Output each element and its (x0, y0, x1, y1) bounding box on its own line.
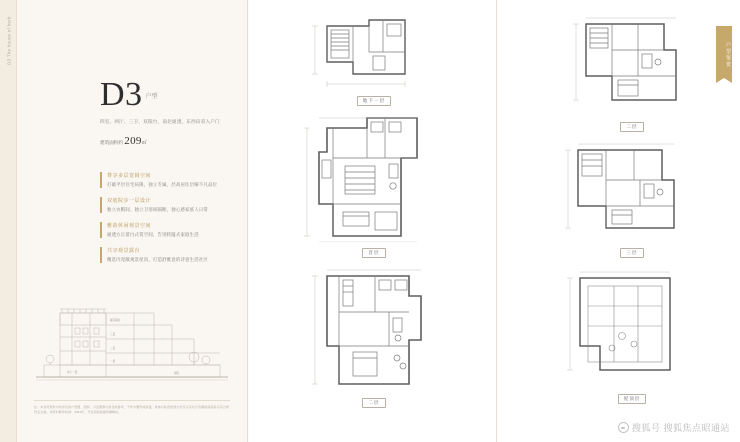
floorplan-second (297, 266, 455, 399)
feature-text: 独立衣帽间、独立卫浴间隔断，独心感家族人日常 (107, 206, 208, 212)
feature-title: 雅韵休闲观景空间 (107, 223, 152, 230)
feature-item (100, 247, 232, 263)
floorplan-first (289, 112, 457, 247)
ribbon-badge: 户型鉴赏 (716, 26, 732, 78)
floorplan-caption-second: 二层 (344, 398, 404, 408)
left-edge-strip (0, 0, 17, 442)
building-section-drawing (34, 295, 230, 387)
area-value: 209 (124, 135, 142, 148)
watermark (618, 421, 730, 434)
area-label: 建筑面积约 (100, 140, 123, 146)
left-info-panel (0, 0, 248, 442)
floorplan-basement (309, 14, 439, 99)
feature-text: 打破平层住宅局限，独立专属，层高居住层解不凡品位 (107, 181, 218, 187)
floorplan-caption-right-second: 二层 (602, 122, 662, 132)
watermark-text: 搜狐号 搜狐焦点昭通站 (631, 423, 730, 433)
floorplan-right-third (558, 140, 708, 245)
area-line (100, 135, 240, 147)
legal-footnote: 注：本宣传资料中所涉及的户型图、面积、示意图等内容仅供参考，不作为要约或承诺，具体以政府批准文件及买卖双方签署的商品房买卖合同约定为准。本资料制作时间：2021年，开发商保留最终解释权。 (34, 400, 230, 414)
feature-title: 双庭院步一层设计 (107, 198, 152, 205)
section-label-first: 一层 (110, 360, 116, 363)
title-block (100, 78, 240, 147)
floorplan-caption-basement: 地下一层 (344, 96, 404, 106)
floorplan-caption-roof: 屋顶层 (602, 394, 662, 404)
area-unit: ㎡ (141, 140, 147, 147)
feature-title: 尊享多层宽阔空间 (107, 173, 152, 179)
center-floorplan-panel (249, 0, 497, 442)
feature-title: 共享观景露台 (107, 248, 141, 255)
section-label-garden: 庭院 (174, 372, 180, 375)
feature-list (100, 172, 232, 272)
sohu-logo-icon (618, 422, 629, 433)
feature-item (100, 172, 232, 188)
title-description: 四室、两厅、三卫、双阳台，南北通透，东西向双入户门 (100, 119, 220, 124)
section-label-ground: 地下一层 (67, 371, 78, 374)
feature-text: 通透方正留白式赏空间，告别狭隘式家庭生活 (107, 231, 199, 237)
floorplan-roof (554, 266, 714, 393)
right-floorplan-panel (498, 0, 740, 442)
floorplan-caption-first: 首层 (344, 248, 404, 258)
feature-item (100, 197, 232, 213)
section-label-third: 三层 (110, 333, 116, 336)
feature-text: 精选内宽敞观景屋顶，打造舒雅意的诗意生活社区 (107, 256, 208, 262)
feature-item (100, 222, 232, 238)
vertical-label-en: D3 The house of herb (6, 16, 12, 65)
section-label-roof: 屋顶露台 (110, 319, 121, 322)
floorplan-caption-right-third: 三层 (602, 248, 662, 258)
page-title-sub: 户型 (145, 94, 158, 100)
section-label-second: 二层 (110, 347, 116, 350)
floorplan-right-second (568, 14, 708, 119)
page-title: D3 (100, 76, 143, 113)
